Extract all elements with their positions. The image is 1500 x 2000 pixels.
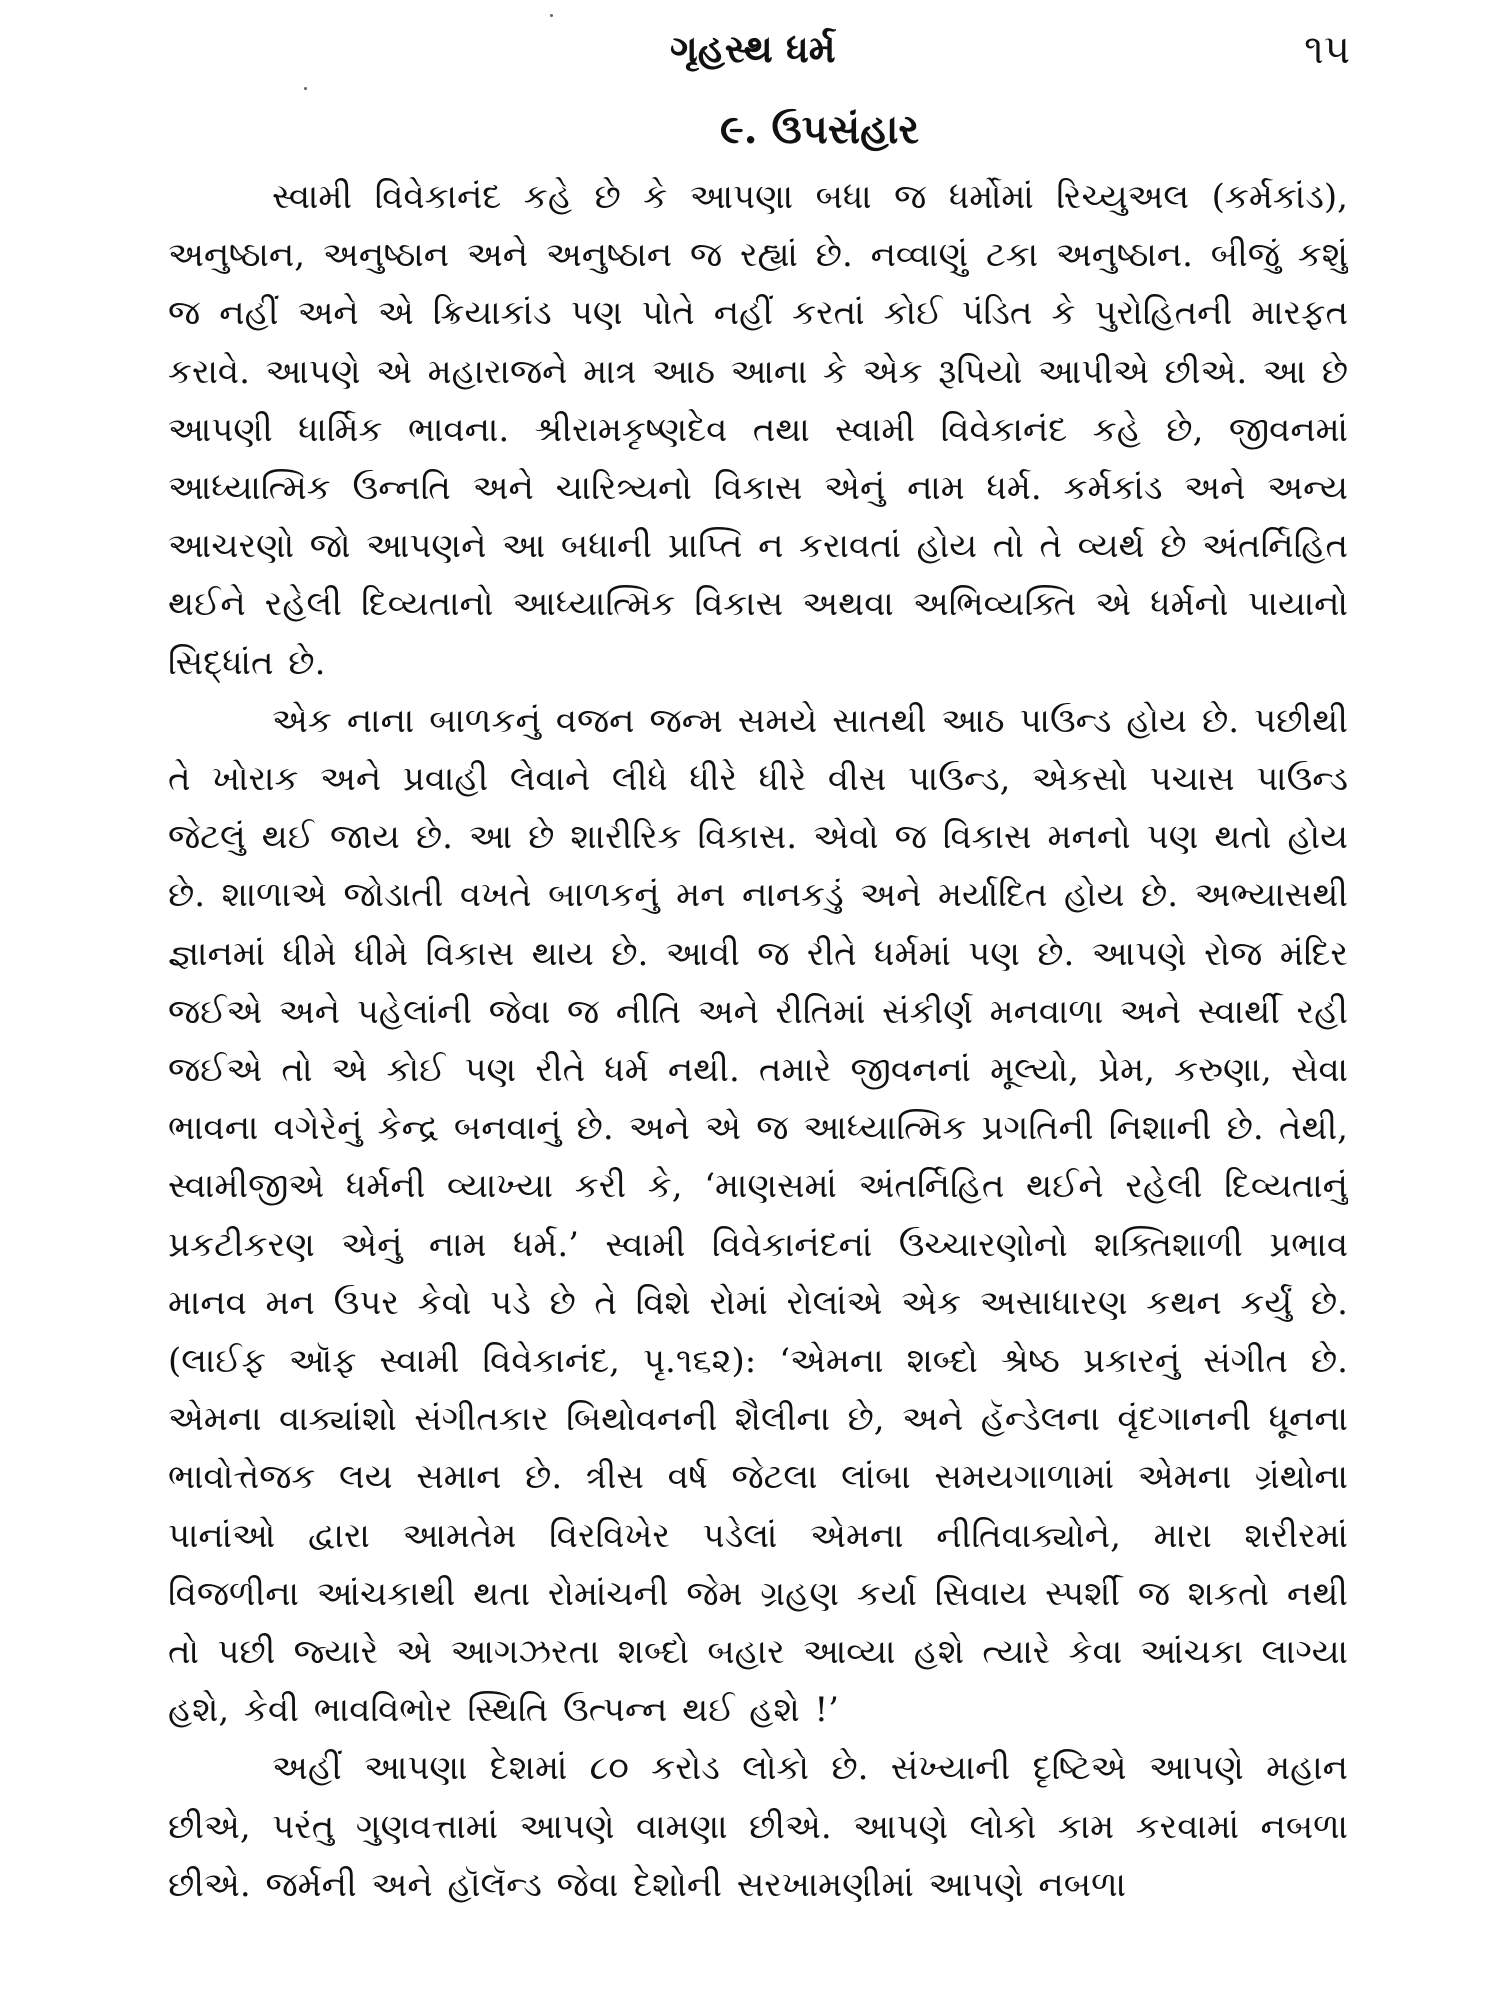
paragraph-3: અહીં આપણા દેશમાં ૮૦ કરોડ લોકો છે. સંખ્યાની દૃષ્ટિએ આપણે મહાન છીએ, પરંતુ ગુણવત્તામાં આપણે વામણા છીએ. આપણે લોકો કામ કરવામાં નબળા છીએ. જર્મની અને હૉલૅન્ડ જેવા દેશોની સરખામણીમાં આપણે નબળા: [168, 1748, 1348, 1905]
paragraph-2: એક નાના બાળકનું વજન જન્મ સમયે સાતથી આઠ પાઉન્ડ હોય છે. પછીથી તે ખોરાક અને પ્રવાહી લેવાને લીધે ધીરે ધીરે વીસ પાઉન્ડ, એકસો પચાસ પાઉન્ડ જેટલું થઈ જાય છે. આ છે શારીરિક વિકાસ. એવો જ વિકાસ મનનો પણ થતો હોય છે. શાળાએ જોડાતી વખતે બાળકનું મન નાનકડું અને મર્યાદિત હોય છે. અભ્યાસથી જ્ઞાનમાં ધીમે ધીમે વિકાસ થાય છે. આવી જ રીતે ધર્મમાં પણ છે. આપણે રોજ મંદિર જઈએ અને પહેલાંની જેવા જ નીતિ અને રીતિમાં સંકીર્ણ મનવાળા અને સ્વાર્થી રહી જઈએ તો એ કોઈ પણ રીતે ધર્મ નથી. તમારે જીવનનાં મૂલ્યો, પ્રેમ, કરુણા, સેવા ભાવના વગેરેનું કેન્દ્ર બનવાનું છે. અને એ જ આધ્યાત્મિક પ્રગતિની નિશાની છે. તેથી, સ્વામીજીએ ધર્મની વ્યાખ્યા કરી કે, ‘માણસમાં અંતર્નિહિત થઈને રહેલી દિવ્યતાનું પ્રકટીકરણ એનું નામ ધર્મ.’ સ્વામી વિવેકાનંદનાં ઉચ્ચારણોનો શક્તિશાળી પ્રભાવ માનવ મન ઉપર કેવો પડે છે તે વિશે રોમાં રોલાંએ એક અસાધારણ કથન કર્યું છે. (લાઈફ ઑફ સ્વામી વિવેકાનંદ, પૃ.૧૬૨): ‘એમના શબ્દો શ્રેષ્ઠ પ્રકારનું સંગીત છે. એમના વાક્યાંશો સંગીતકાર બિથોવનની શૈલીના છે, અને હૅન્ડેલના વૃંદગાનની ધૂનના ભાવોત્તેજક લય સમાન છે. ત્રીસ વર્ષ જેટલા લાંબા સમયગાળામાં એમના ગ્રંથોના પાનાંઓ દ્વારા આમતેમ વિરવિખેર પડેલાં એમના નીતિવાક્યોને, મારા શરીરમાં વિજળીના આંચકાથી થતા રોમાંચની જેમ ગ્રહણ કર્યા સિવાય સ્પર્શી જ શકતો નથી તો પછી જ્યારે એ આગઝરતા શબ્દો બહાર આવ્યા હશે ત્યારે કેવા આંચકા લાગ્યા હશે, કેવી ભાવવિભોર સ્થિતિ ઉત્પન્ન થઈ હશે !’: [168, 700, 1348, 1731]
print-speck: [304, 87, 307, 90]
running-header-title: ગૃહસ્થ ધર્મ: [670, 26, 836, 71]
print-speck: [550, 14, 553, 17]
page-body: [168, 168, 1348, 1980]
page-number: ૧૫: [1304, 27, 1350, 73]
section-heading: ૯. ઉપસંહાર: [720, 106, 920, 153]
paragraph-1: સ્વામી વિવેકાનંદ કહે છે કે આપણા બધા જ ધર્મોમાં રિચ્યુઅલ (કર્મકાંડ), અનુષ્ઠાન, અનુષ્ઠાન અને અનુષ્ઠાન જ રહ્યાં છે. નવ્વાણું ટકા અનુષ્ઠાન. બીજું કશું જ નહીં અને એ ક્રિયાકાંડ પણ પોતે નહીં કરતાં કોઈ પંડિત કે પુરોહિતની મારફત કરાવે. આપણે એ મહારાજને માત્ર આઠ આના કે એક રૂપિયો આપીએ છીએ. આ છે આપણી ધાર્મિક ભાવના. શ્રીરામકૃષ્ણદેવ તથા સ્વામી વિવેકાનંદ કહે છે, જીવનમાં આધ્યાત્મિક ઉન્નતિ અને ચારિત્ર્યનો વિકાસ એનું નામ ધર્મ. કર્મકાંડ અને અન્ય આચરણો જો આપણને આ બધાની પ્રાપ્તિ ન કરાવતાં હોય તો તે વ્યર્થ છે અંતર્નિહિત થઈને રહેલી દિવ્યતાનો આધ્યાત્મિક વિકાસ અથવા અભિવ્યક્તિ એ ધર્મનો પાયાનો સિદ્ધાંત છે.: [168, 177, 1348, 683]
